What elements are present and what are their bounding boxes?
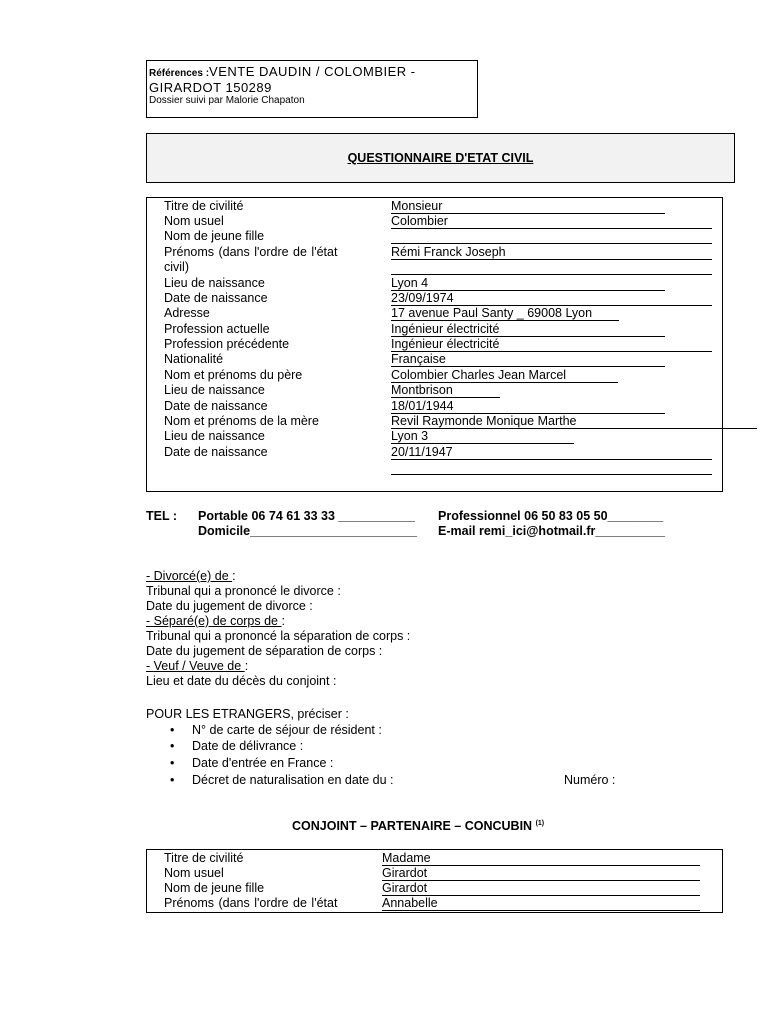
field-value: Monsieur: [391, 199, 665, 214]
field-value: Rémi Franck Joseph: [391, 245, 712, 260]
separe-colon: :: [281, 614, 285, 628]
field-label: Date de naissance: [164, 399, 268, 413]
field-value: [391, 229, 712, 244]
field-value: Annabelle: [382, 896, 700, 911]
field-label: Profession actuelle: [164, 322, 270, 336]
foreigners-item: [170, 739, 670, 754]
veuf-dash: -: [146, 659, 154, 673]
field-value: Française: [391, 352, 665, 367]
field-value: [391, 260, 712, 275]
veuf-title: Veuf / Veuve de: [153, 659, 245, 673]
field-value: Ingénieur électricité: [391, 337, 712, 352]
field-value: 20/11/1947: [391, 445, 712, 460]
field-value: Lyon 4: [391, 276, 665, 291]
field-label: Nom usuel: [164, 866, 224, 880]
deces-conjoint: Lieu et date du décès du conjoint :: [146, 674, 337, 688]
tel-label: TEL :: [146, 509, 178, 523]
references-box: [146, 60, 478, 118]
email-address: E-mail remi_ici@hotmail.fr__________: [438, 524, 665, 538]
domicile-number: Domicile________________________: [198, 524, 417, 538]
foreigners-item-text: Décret de naturalisation en date du :: [192, 773, 394, 787]
field-label: Prénoms (dans l'ordre de l'état: [164, 896, 338, 910]
partner-heading-text: CONJOINT – PARTENAIRE – CONCUBIN: [292, 819, 533, 833]
field-label: Lieu de naissance: [164, 429, 265, 443]
foreigners-item: [170, 723, 670, 738]
dossier-followed-by: Dossier suivi par Malorie Chapaton: [149, 95, 305, 106]
foreigners-heading: POUR LES ETRANGERS, préciser :: [146, 707, 349, 721]
field-label: Nom de jeune fille: [164, 229, 265, 243]
field-value: Girardot: [382, 881, 700, 896]
footnote-mark: (1): [535, 819, 545, 827]
field-value: Madame: [382, 851, 700, 866]
page-title-box: [146, 133, 735, 183]
bullet-icon: •: [170, 723, 175, 737]
field-value: 18/01/1944: [391, 399, 665, 414]
field-value: Colombier Charles Jean Marcel: [391, 368, 618, 383]
field-value: Girardot: [382, 866, 700, 881]
veuf-heading: [146, 659, 706, 674]
foreigners-item: [170, 773, 670, 788]
numero-label: Numéro :: [564, 773, 616, 787]
field-label: Profession précédente: [164, 337, 290, 351]
separe-heading: [146, 614, 706, 629]
date-separation: Date du jugement de séparation de corps :: [146, 644, 383, 658]
professionnel-number: Professionnel 06 50 83 05 50________: [438, 509, 664, 523]
foreigners-item-text: Date de délivrance :: [192, 739, 304, 753]
field-value: Montbrison: [391, 383, 500, 398]
field-label: Nom usuel: [164, 214, 224, 228]
field-value: 17 avenue Paul Santy _ 69008 Lyon: [391, 306, 619, 321]
references-value-line1: VENTE DAUDIN / COLOMBIER -: [209, 64, 416, 79]
tribunal-divorce: Tribunal qui a prononcé le divorce :: [146, 584, 341, 598]
field-label: Date de naissance: [164, 445, 268, 459]
bullet-icon: •: [170, 756, 175, 770]
field-label: Nom de jeune fille: [164, 881, 265, 895]
page-title: QUESTIONNAIRE D'ETAT CIVIL: [347, 150, 534, 165]
divorce-colon: :: [232, 569, 236, 583]
foreigners-block: [146, 707, 706, 792]
references-label: Références :: [149, 68, 210, 79]
field-label: Date de naissance: [164, 291, 268, 305]
references-value-line2: GIRARDOT 150289: [149, 80, 272, 95]
field-label: civil): [164, 260, 189, 274]
partner-heading: [292, 819, 544, 834]
contact-block: [146, 509, 746, 541]
bullet-icon: •: [170, 773, 175, 787]
foreigners-item: [170, 756, 670, 771]
separe-title: - Séparé(e) de corps de: [146, 614, 282, 628]
civil-status-fields: [164, 199, 764, 484]
field-label: Prénoms (dans l'ordre de l'état: [164, 245, 338, 259]
foreigners-item-text: N° de carte de séjour de résident :: [192, 723, 382, 737]
field-value: 23/09/1974: [391, 291, 712, 306]
field-value: Ingénieur électricité: [391, 322, 665, 337]
field-label: Nom et prénoms de la mère: [164, 414, 319, 428]
divorce-title: - Divorcé(e) de: [146, 569, 233, 583]
field-label: Nationalité: [164, 352, 224, 366]
tribunal-separation: Tribunal qui a prononcé la séparation de corps :: [146, 629, 411, 643]
date-divorce: Date du jugement de divorce :: [146, 599, 313, 613]
foreigners-item-text: Date d'entrée en France :: [192, 756, 334, 770]
field-label: Lieu de naissance: [164, 383, 265, 397]
field-value: Revil Raymonde Monique Marthe: [391, 414, 757, 429]
field-label: Nom et prénoms du père: [164, 368, 303, 382]
field-label: Titre de civilité: [164, 851, 244, 865]
divorce-heading: [146, 569, 706, 584]
portable-number: Portable 06 74 61 33 33 ___________: [198, 509, 415, 523]
field-label: Titre de civilité: [164, 199, 244, 213]
field-value: Colombier: [391, 214, 712, 229]
veuf-colon: :: [244, 659, 249, 673]
partner-fields: [164, 851, 724, 913]
field-label: Adresse: [164, 306, 210, 320]
field-value: Lyon 3: [391, 429, 574, 444]
field-label: Lieu de naissance: [164, 276, 265, 290]
bullet-icon: •: [170, 739, 175, 753]
marital-status-block: [146, 569, 706, 694]
field-blank-line: [391, 460, 712, 475]
